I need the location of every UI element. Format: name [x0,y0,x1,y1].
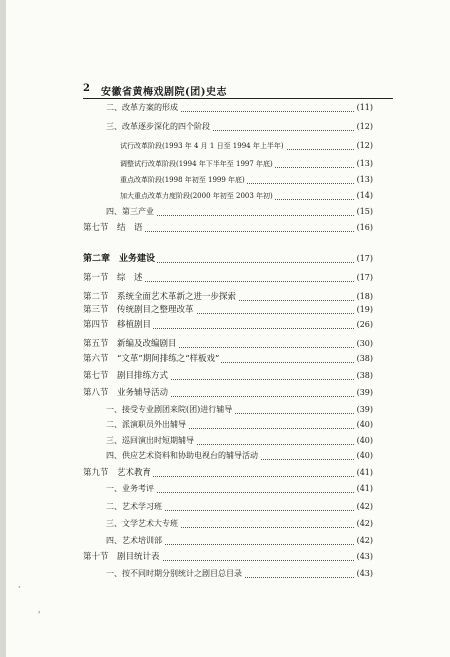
toc-entry-title: 第八节 业务辅导活动 [83,388,169,398]
toc-entry [0,449,450,463]
toc-page-number: (13) [355,157,373,171]
toc-entry [0,290,450,304]
toc-page-number: (40) [355,449,373,463]
toc-entry [0,139,450,153]
toc-entry-title: 第一节 综 述 [83,273,143,283]
toc-entry [0,466,450,480]
book-title: 安徽省黄梅戏剧院(团)史志 [101,87,227,98]
header-rule [83,98,393,99]
toc-entry-title: 第九节 艺术教育 [83,468,152,478]
toc-page-number: (41) [355,466,373,480]
toc-page-number: (42) [355,534,373,548]
toc-entry-title: 四、第三产业 [106,205,156,219]
toc-page-number: (38) [355,352,373,366]
toc-page-number: (17) [355,271,373,285]
toc-entry [0,205,450,219]
toc-page-number: (40) [355,418,373,432]
toc-entry-title: 四、供应艺术资料和协助电视台的辅导活动 [106,449,260,463]
toc-entry-title: 第六节 “文革”期间排练之“样板戏” [83,354,220,364]
toc-entry [0,318,450,332]
toc-entry [0,173,450,187]
toc-entry [0,434,450,448]
toc-page-number: (42) [355,500,373,514]
toc-page-number: (30) [355,337,373,351]
toc-entry-title: 一、按不同时期分别统计之剧目总目录 [106,567,244,581]
scan-speck: ' [38,610,41,619]
toc-page-number: (26) [355,318,373,332]
toc-entry-title: 第七节 结 语 [83,223,143,233]
toc-entry-title: 二、改革方案的形成 [106,101,180,115]
toc-entry [0,221,450,235]
toc-page-number: (17) [355,252,373,266]
toc-page-number: (43) [355,550,373,564]
toc-entry-title: 重点改革阶段(1998 年初至 1999 年底) [120,173,247,187]
toc-page-number: (38) [355,369,373,383]
toc-entry [0,386,450,400]
toc-entry [0,120,450,134]
toc-entry-title: 第五节 新编及改编剧目 [83,339,177,349]
running-header [83,80,393,98]
toc-page-number: (12) [355,120,373,134]
toc-page-number: (16) [355,221,373,235]
toc-entry [0,500,450,514]
toc-entry-title: 试行改革阶段(1993 年 4 月 1 日至 1994 年上半年) [120,139,286,153]
toc-entry [0,403,450,417]
toc-page-number: (40) [355,434,373,448]
scan-speck: ﾞ [18,586,22,595]
toc-entry-title: 一、接受专业剧团来院(团)进行辅导 [106,403,234,417]
toc-entry [0,567,450,581]
toc-page-number: (12) [355,139,373,153]
toc-entry [0,418,450,432]
toc-entry-title: 加大重点改革力度阶段(2000 年初至 2003 年初) [120,189,275,203]
toc-page-number: (15) [355,205,373,219]
toc-entry [0,337,450,351]
toc-page-number: (11) [355,101,373,115]
toc-entry-title: 第四节 移植剧目 [83,320,152,330]
toc-entry [0,157,450,171]
toc-entry-title: 四、艺术培训部 [106,534,164,548]
toc-entry [0,550,450,564]
toc-entry-title: 调整试行改革阶段(1994 年下半年至 1997 年底) [120,157,275,171]
page-number: 2 [83,83,90,94]
toc-entry [0,303,450,317]
toc-entry [0,189,450,203]
toc-entry [0,271,450,285]
toc-entry-title: 一、业务考评 [106,482,156,496]
toc-entry-title: 第二节 系统全面艺术革新之进一步探索 [83,292,237,302]
toc-entry [0,252,450,266]
toc-page-number: (18) [355,290,373,304]
toc-page-number: (13) [355,173,373,187]
toc-entry-title: 第三节 传统剧目之整理改革 [83,305,194,315]
toc-page-number: (19) [355,303,373,317]
toc-entry [0,101,450,115]
toc-entry [0,534,450,548]
toc-entry-title: 二、派演职员外出辅导 [106,418,188,432]
toc-page-number: (42) [355,517,373,531]
toc-entry-title: 三、文学艺术大专班 [106,517,180,531]
toc-entry-title: 第十节 剧目统计表 [83,552,160,562]
toc-entry [0,369,450,383]
toc-entry-title: 三、改革逐步深化的四个阶段 [106,120,212,134]
toc-entry-title: 三、巡回演出时短期辅导 [106,434,196,448]
toc-page-number: (41) [355,482,373,496]
toc-entry [0,482,450,496]
toc-page-number: (43) [355,567,373,581]
toc-entry-title: 第二章 业务建设 [83,254,156,264]
toc-entry-title: 二、艺术学习班 [106,500,164,514]
toc-page-number: (14) [355,189,373,203]
toc-entry [0,517,450,531]
toc-page-number: (39) [355,386,373,400]
toc-page-number: (39) [355,403,373,417]
toc-entry-title: 第七节 剧目排练方式 [83,371,169,381]
toc-entry [0,352,450,366]
